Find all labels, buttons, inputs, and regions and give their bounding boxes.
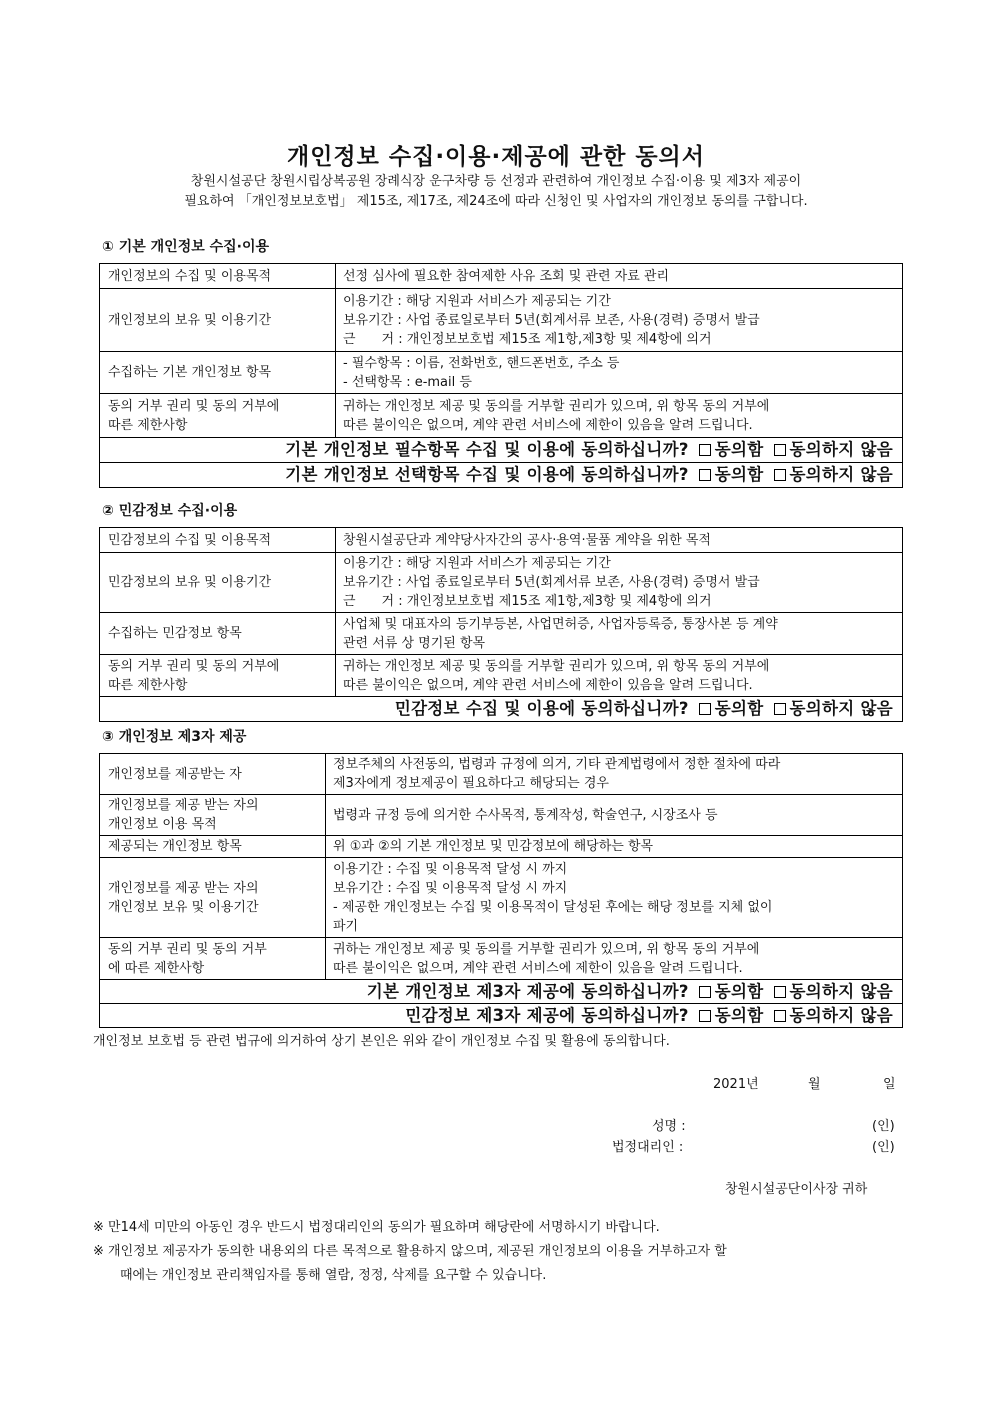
disagree-checkbox[interactable] (774, 1010, 786, 1022)
signature-guardian-seal: (인) (872, 1140, 895, 1155)
section-3-heading: ③ 개인정보 제3자 제공 (102, 729, 247, 745)
row-content: 법령과 규정 등에 의거한 수사목적, 통계작성, 학술연구, 시장조사 등 (326, 795, 903, 836)
table-row (100, 394, 903, 438)
table-row (100, 528, 903, 553)
row-label: 제공되는 개인정보 항목 (100, 836, 326, 858)
signature-name-seal: (인) (872, 1119, 895, 1134)
table-row (100, 795, 903, 836)
consent-question: 기본 개인정보 필수항목 수집 및 이용에 동의하십니까? 동의함 동의하지 않음 (100, 438, 903, 463)
row-label: 개인정보의 수집 및 이용목적 (100, 264, 336, 289)
consent-question-row (100, 697, 903, 722)
row-label: 동의 거부 권리 및 동의 거부 에 따른 제한사항 (100, 938, 326, 980)
consent-question-row (100, 438, 903, 463)
row-label: 개인정보를 제공 받는 자의 개인정보 보유 및 이용기간 (100, 858, 326, 938)
date-month: 월 (808, 1077, 821, 1092)
row-content: 선정 심사에 필요한 참여제한 사유 조회 및 관련 자료 관리 (336, 264, 903, 289)
row-label: 동의 거부 권리 및 동의 거부에 따른 제한사항 (100, 655, 336, 697)
disagree-checkbox[interactable] (774, 703, 786, 715)
row-content: - 필수항목 : 이름, 전화번호, 핸드폰번호, 주소 등 - 선택항목 : e-mail 등 (336, 352, 903, 394)
table-row (100, 858, 903, 938)
table-row (100, 836, 903, 858)
consent-question: 민감정보 제3자 제공에 동의하십니까? 동의함 동의하지 않음 (100, 1004, 903, 1028)
row-content: 정보주체의 사전동의, 법령과 규정에 의거, 기타 관계법령에서 정한 절차에 따라 제3자에게 정보제공이 필요하다고 해당되는 경우 (326, 754, 903, 795)
row-label: 수집하는 민감정보 항목 (100, 613, 336, 655)
footnotes (93, 1216, 903, 1288)
section-1-heading: ① 기본 개인정보 수집·이용 (102, 239, 270, 255)
row-content: 귀하는 개인정보 제공 및 동의를 거부할 권리가 있으며, 위 항목 동의 거부에 따른 불이익은 없으며, 계약 관련 서비스에 제한이 있음을 알려 드립니다. (326, 938, 903, 980)
date-year: 2021년 (713, 1077, 759, 1092)
table-row (100, 289, 903, 352)
agree-checkbox[interactable] (699, 469, 711, 481)
row-label: 개인정보를 제공 받는 자의 개인정보 이용 목적 (100, 795, 326, 836)
row-label: 개인정보를 제공받는 자 (100, 754, 326, 795)
agree-checkbox[interactable] (699, 703, 711, 715)
intro-paragraph (100, 172, 892, 212)
agree-checkbox[interactable] (699, 444, 711, 456)
footnote: ※ 개인정보 제공자가 동의한 내용외의 다른 목적으로 활용하지 않으며, 제공된 개인정보의 이용을 거부하고자 할 (93, 1244, 727, 1259)
agree-checkbox[interactable] (699, 986, 711, 998)
row-label: 수집하는 기본 개인정보 항목 (100, 352, 336, 394)
table-row (100, 613, 903, 655)
row-content: 이용기간 : 해당 지원과 서비스가 제공되는 기간 보유기간 : 사업 종료일로부터 5년(회계서류 보존, 사용(경력) 증명서 발급 근 거 : 개인정보보호법 제15조 제1항,제3항 및 제4항에 의거 (336, 289, 903, 352)
signature-name-label: 성명 : (652, 1119, 686, 1134)
consent-statement: 개인정보 보호법 등 관련 법규에 의거하여 상기 본인은 위와 같이 개인정보 수집 및 활용에 동의합니다. (93, 1034, 670, 1049)
section-3-table (99, 753, 903, 1028)
disagree-checkbox[interactable] (774, 986, 786, 998)
date-day: 일 (883, 1077, 896, 1092)
row-content: 이용기간 : 수집 및 이용목적 달성 시 까지 보유기간 : 수집 및 이용목적 달성 시 까지 - 제공한 개인정보는 수집 및 이용목적이 달성된 후에는 해당 정보를 지체 없이 파기 (326, 858, 903, 938)
table-row (100, 553, 903, 613)
row-label: 동의 거부 권리 및 동의 거부에 따른 제한사항 (100, 394, 336, 438)
consent-question-row (100, 463, 903, 488)
row-content: 귀하는 개인정보 제공 및 동의를 거부할 권리가 있으며, 위 항목 동의 거부에 따른 불이익은 없으며, 계약 관련 서비스에 제한이 있음을 알려 드립니다. (336, 394, 903, 438)
document-title: 개인정보 수집·이용·제공에 관한 동의서 (287, 144, 705, 170)
row-content: 창원시설공단과 계약당사자간의 공사·용역·물품 계약을 위한 목적 (336, 528, 903, 553)
consent-question-row (100, 1004, 903, 1028)
row-content: 이용기간 : 해당 지원과 서비스가 제공되는 기간 보유기간 : 사업 종료일로부터 5년(회계서류 보존, 사용(경력) 증명서 발급 근 거 : 개인정보보호법 제15조 제1항,제3항 및 제4항에 의거 (336, 553, 903, 613)
intro-line: 창원시설공단 창원시립상복공원 장례식장 운구차량 등 선정과 관련하여 개인정보 수집·이용 및 제3자 제공이 (190, 174, 802, 189)
agree-checkbox[interactable] (699, 1010, 711, 1022)
disagree-checkbox[interactable] (774, 469, 786, 481)
row-content: 사업체 및 대표자의 등기부등본, 사업면허증, 사업자등록증, 통장사본 등 계약 관련 서류 상 명기된 항목 (336, 613, 903, 655)
row-content: 위 ①과 ②의 기본 개인정보 및 민감정보에 해당하는 항목 (326, 836, 903, 858)
section-1-table (99, 263, 903, 488)
row-label: 민감정보의 수집 및 이용목적 (100, 528, 336, 553)
footnote: ※ 만14세 미만의 아동인 경우 반드시 법정대리인의 동의가 필요하며 해당란에 서명하시기 바랍니다. (93, 1220, 660, 1235)
consent-question-row (100, 980, 903, 1004)
consent-question: 민감정보 수집 및 이용에 동의하십니까? 동의함 동의하지 않음 (100, 697, 903, 722)
signature-guardian-label: 법정대리인 : (612, 1140, 684, 1155)
row-content: 귀하는 개인정보 제공 및 동의를 거부할 권리가 있으며, 위 항목 동의 거부에 따른 불이익은 없으며, 계약 관련 서비스에 제한이 있음을 알려 드립니다. (336, 655, 903, 697)
row-label: 개인정보의 보유 및 이용기간 (100, 289, 336, 352)
consent-question: 기본 개인정보 선택항목 수집 및 이용에 동의하십니까? 동의함 동의하지 않음 (100, 463, 903, 488)
table-row (100, 352, 903, 394)
table-row (100, 938, 903, 980)
intro-line: 필요하여 「개인정보보호법」 제15조, 제17조, 제24조에 따라 신청인 및 사업자의 개인정보 동의를 구합니다. (184, 194, 808, 209)
row-label: 민감정보의 보유 및 이용기간 (100, 553, 336, 613)
section-2-table (99, 527, 903, 722)
disagree-checkbox[interactable] (774, 444, 786, 456)
table-row (100, 754, 903, 795)
table-row (100, 264, 903, 289)
addressee: 창원시설공단이사장 귀하 (725, 1182, 868, 1197)
footnote-continued: 때에는 개인정보 관리책임자를 통해 열람, 정정, 삭제를 요구할 수 있습니다. (120, 1268, 547, 1283)
section-2-heading: ② 민감정보 수집·이용 (102, 503, 238, 519)
table-row (100, 655, 903, 697)
consent-question: 기본 개인정보 제3자 제공에 동의하십니까? 동의함 동의하지 않음 (100, 980, 903, 1004)
